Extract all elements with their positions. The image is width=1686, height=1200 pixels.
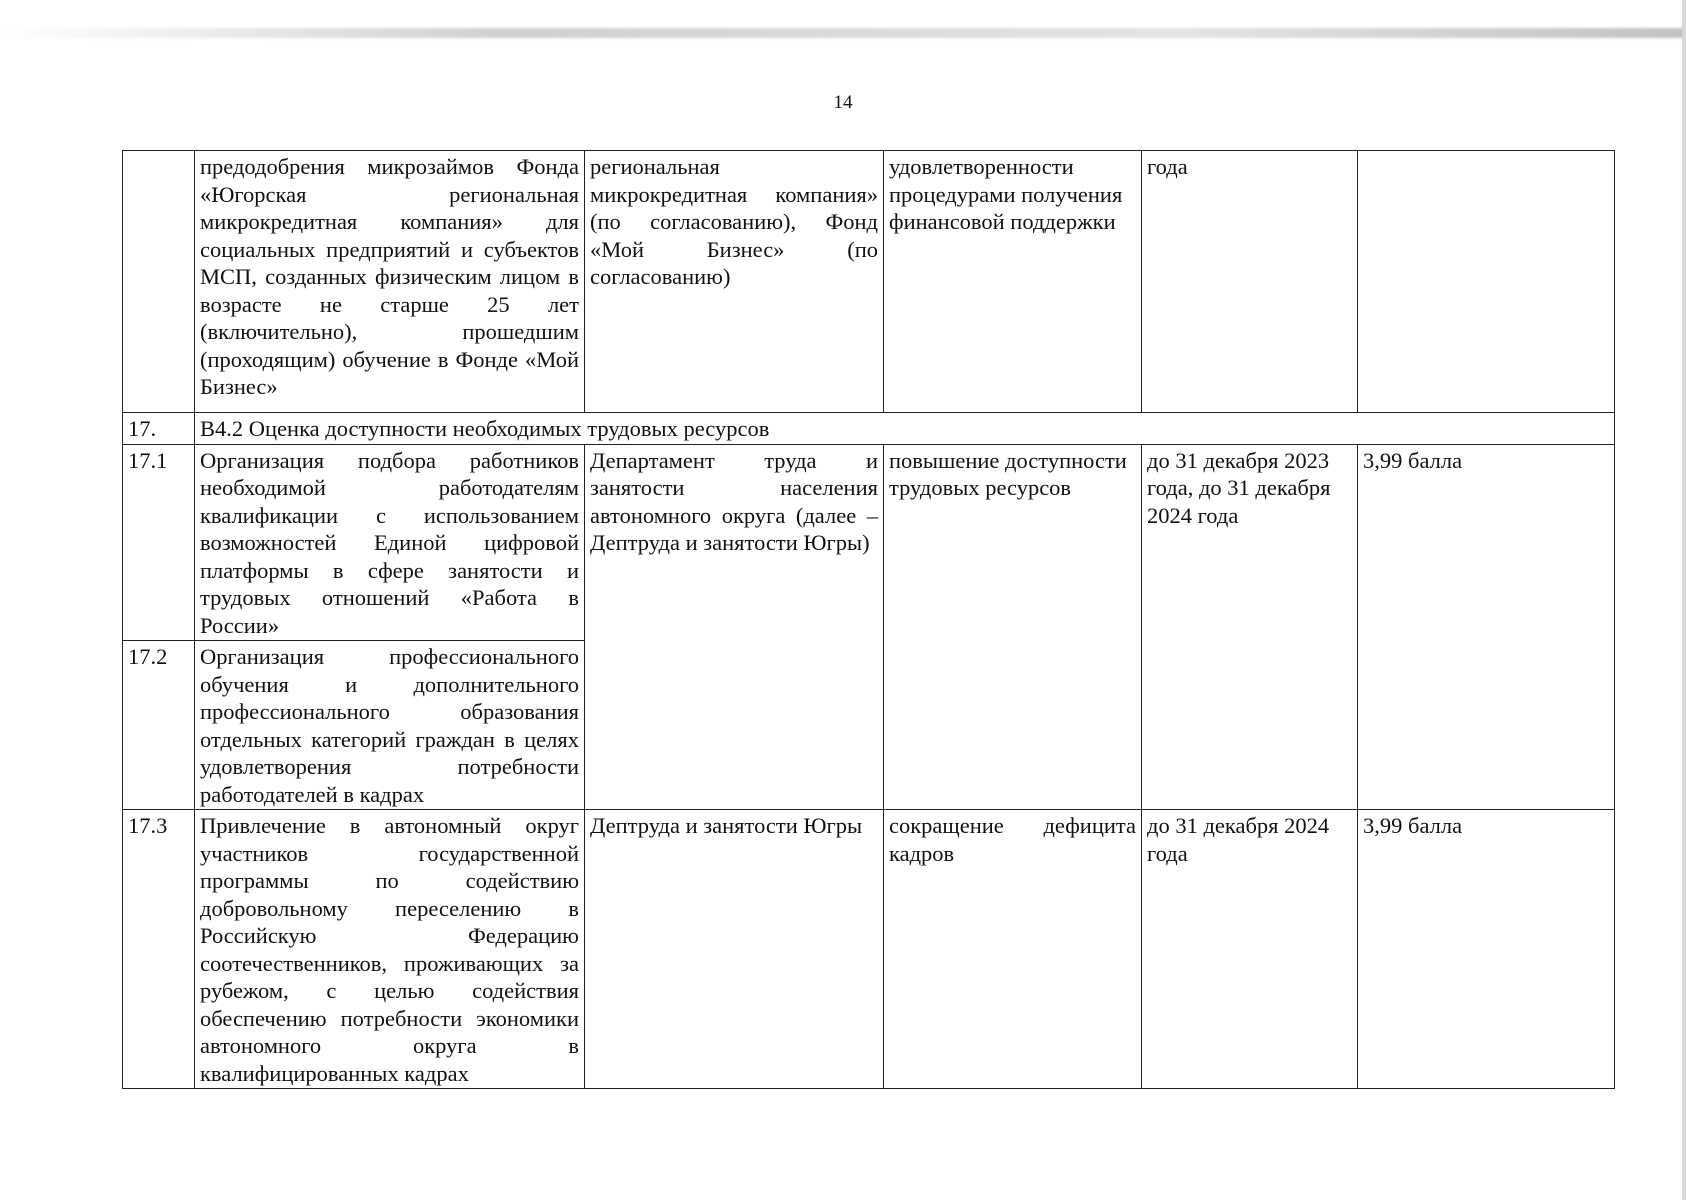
cell-result: сокращение дефицита кадров xyxy=(884,810,1142,1089)
cell-term: до 31 декабря 2024 года xyxy=(1142,810,1358,1089)
cell-responsible: региональная микрокредитная компания» (по согласованию), Фонд «Мой Бизнес» (по согласованию) xyxy=(585,151,884,413)
cell-number: 17.3 xyxy=(123,810,195,1089)
cell-activity: Организация подбора работников необходимой работодателям квалификации с использованием возможностей Единой цифровой платформы в сфере занятости и трудовых отношений «Работа в России» xyxy=(195,444,585,641)
measures-table xyxy=(122,150,1615,1089)
cell-indicator: 3,99 балла xyxy=(1358,810,1615,1089)
cell-activity: Привлечение в автономный округ участников государственной программы по содействию добровольному переселению в Российскую Федерацию соотечественников, проживающих за рубежом, с целью содействия обеспечению потребности экономики автономного округа в квалифицированных кадрах xyxy=(195,810,585,1089)
table-row-17-1 xyxy=(123,444,1615,641)
cell-indicator xyxy=(1358,151,1615,413)
cell-result: повышение доступности трудовых ресурсов xyxy=(884,444,1142,810)
cell-number: 17.1 xyxy=(123,444,195,641)
cell-activity: предодобрения микрозаймов Фонда «Югорская региональная микрокредитная компания» для социальных предприятий и субъектов МСП, созданных физическим лицом в возрасте не старше 25 лет (включительно), прошедшим (проходящим) обучение в Фонде «Мой Бизнес» xyxy=(195,151,585,413)
cell-term: года xyxy=(1142,151,1358,413)
section-title: В4.2 Оценка доступности необходимых трудовых ресурсов xyxy=(195,413,1615,445)
cell-result: удовлетворенности процедурами получения финансовой поддержки xyxy=(884,151,1142,413)
cell-number: 17.2 xyxy=(123,641,195,810)
cell-number xyxy=(123,151,195,413)
table-row-continued xyxy=(123,151,1615,413)
cell-responsible: Дептруда и занятости Югры xyxy=(585,810,884,1089)
scan-right-edge xyxy=(1682,0,1686,1200)
cell-term: до 31 декабря 2023 года, до 31 декабря 2024 года xyxy=(1142,444,1358,810)
scan-top-edge xyxy=(0,28,1686,38)
cell-number: 17. xyxy=(123,413,195,445)
page-number: 14 xyxy=(833,92,853,113)
table-row-17-3 xyxy=(123,810,1615,1089)
cell-responsible: Департамент труда и занятости населения автономного округа (далее – Дептруда и занятости Югры) xyxy=(585,444,884,810)
cell-activity: Организация профессионального обучения и дополнительного профессионального образования отдельных категорий граждан в целях удовлетворения потребности работодателей в кадрах xyxy=(195,641,585,810)
cell-indicator: 3,99 балла xyxy=(1358,444,1615,810)
table-row-section-17 xyxy=(123,413,1615,445)
